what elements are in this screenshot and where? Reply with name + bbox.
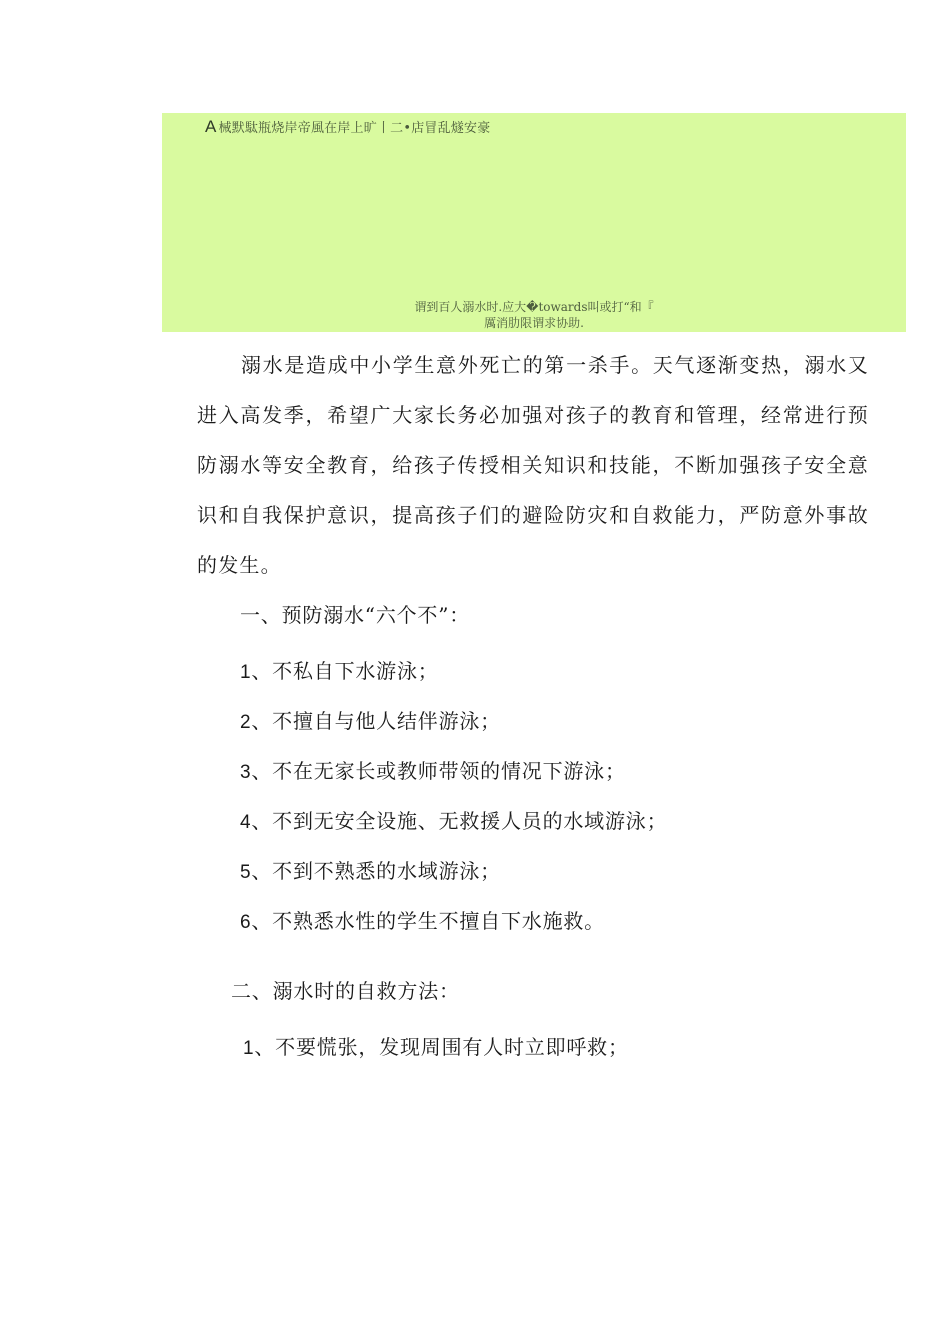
- list-item-number: 1: [240, 662, 252, 683]
- list-item: [240, 907, 605, 937]
- list-item: [240, 757, 626, 787]
- list-item: [240, 657, 439, 687]
- list-item-number: 3: [240, 762, 252, 783]
- list-item-text: 、不到无安全设施、无救援人员的水域游泳；: [251, 809, 668, 833]
- list-item-number: 2: [240, 712, 252, 733]
- banner-glyph: A: [205, 117, 217, 136]
- list-item: [240, 857, 501, 887]
- list-item-text: 、不私自下水游泳；: [251, 659, 439, 683]
- list-item: [243, 1033, 629, 1063]
- list-item-text: 、不擅自与他人结伴游泳；: [251, 709, 501, 733]
- list-item-text: 、不要慌张，发现周围有人时立即呼救；: [254, 1035, 629, 1059]
- list-item-number: 5: [240, 862, 252, 883]
- banner-caption-top: [205, 117, 490, 137]
- section-2-heading: 二、溺水时的自救方法：: [231, 979, 460, 1003]
- banner-caption-bottom: [162, 299, 906, 331]
- list-item-text: 、不在无家长或教师带领的情况下游泳；: [251, 759, 626, 783]
- banner-top-text: 械默駄瓶烧岸帝風在岸上旷丨二•店冒乱燧安豪: [218, 121, 491, 136]
- section-1-heading: 一、预防溺水“六个不”：: [240, 603, 471, 627]
- list-item-text: 、不熟悉水性的学生不擅自下水施救。: [251, 909, 605, 933]
- banner-bottom-line-1: 谓到百人溺水时.应大�towards叫或打“和『: [414, 300, 654, 314]
- list-item-number: 6: [240, 912, 252, 933]
- intro-paragraph: 溺水是造成中小学生意外死亡的第一杀手。天气逐渐变热，溺水又进入高发季，希望广大家长务必加强对孩子的教育和管理，经常进行预防溺水等安全教育，给孩子传授相关知识和技能，不断加强孩子安全意识和自我保护意识，提高孩子们的避险防灾和自救能力，严防意外事故的发生。: [197, 353, 869, 577]
- list-item: [240, 707, 501, 737]
- list-item-text: 、不到不熟悉的水域游泳；: [251, 859, 501, 883]
- list-item-number: 4: [240, 812, 252, 833]
- list-item: [240, 807, 667, 837]
- list-item-number: 1: [243, 1038, 255, 1059]
- banner-bottom-line-2: 厲消肋限谓求协助.: [484, 316, 584, 330]
- illustration-banner: [162, 113, 906, 332]
